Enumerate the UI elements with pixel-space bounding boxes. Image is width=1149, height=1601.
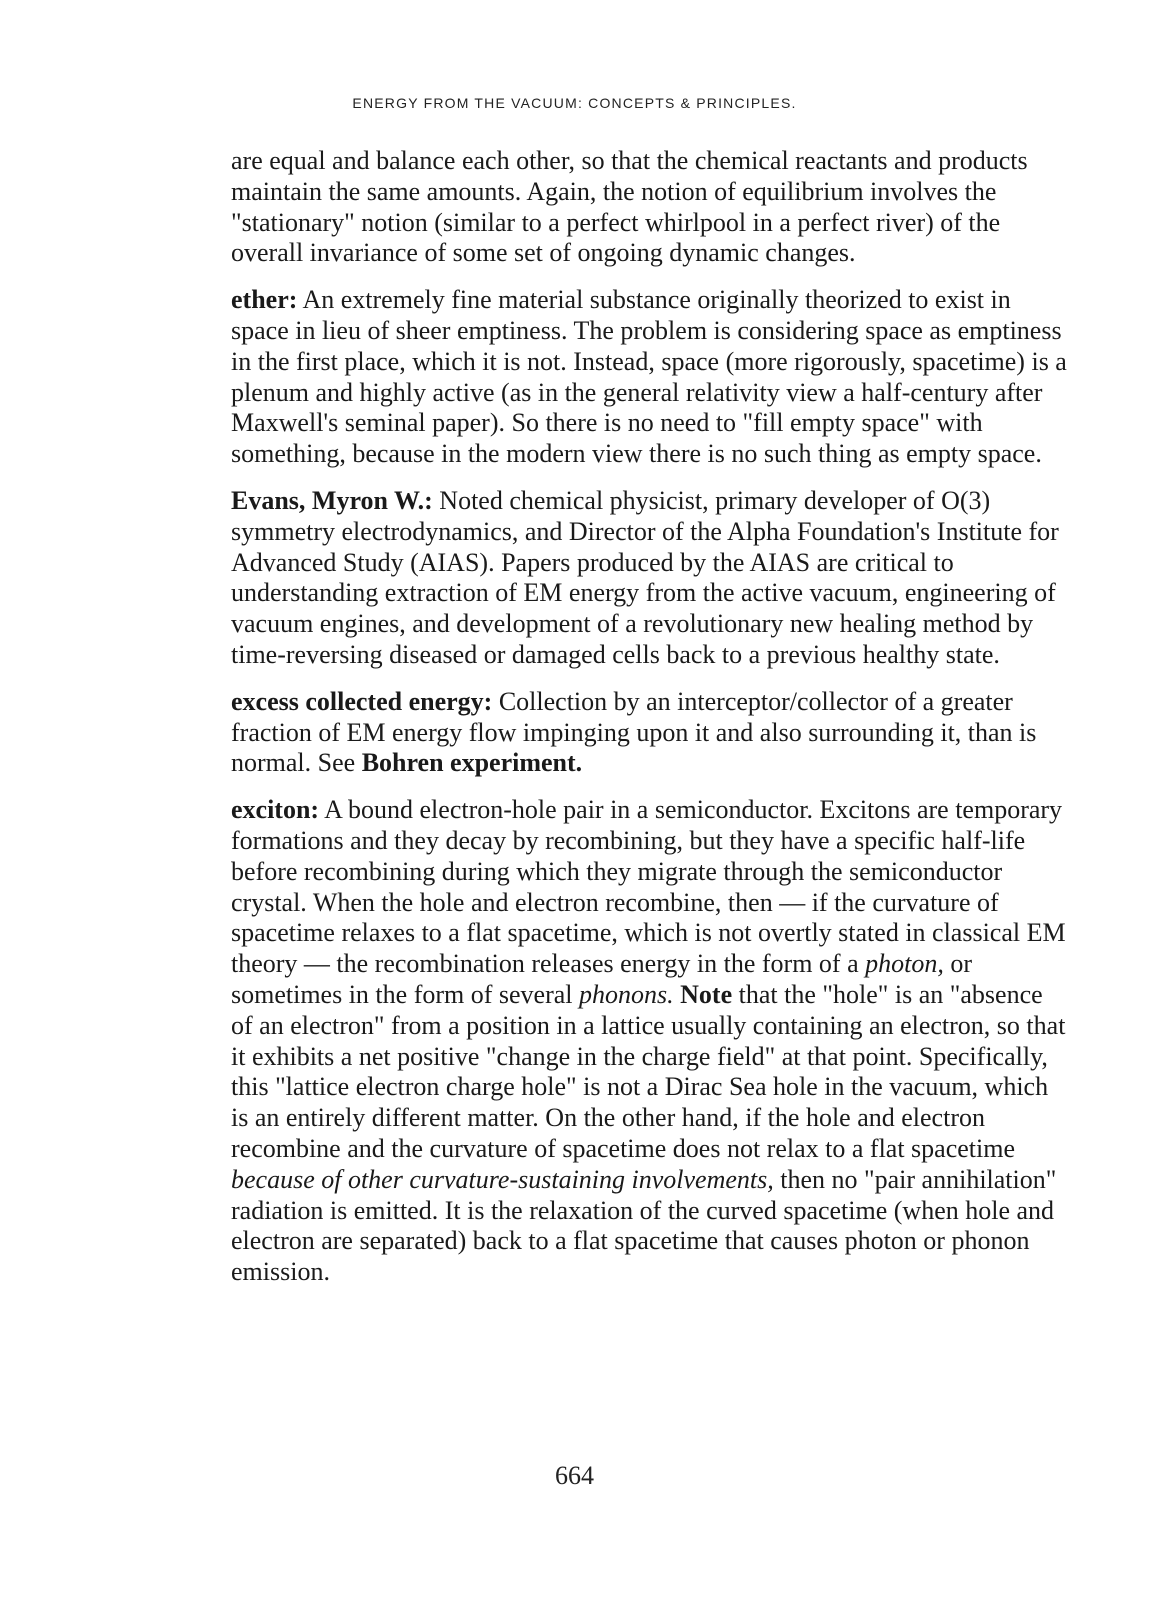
entry-definition: Noted chemical physicist, primary developer of O(3) symmetry electrodynamics, and Director of the Alpha Foundation's Institute for Advanced Study (AIAS). Papers produced by the AIAS are critical to understanding extraction of EM energy from the active vacuum, engineering of vacuum engines, and development of a revolutionary new healing method by time-reversing diseased or damaged cells back to a previous healthy state. <box>231 485 1059 669</box>
emphasis-phonons: phonons. <box>579 979 674 1009</box>
glossary-entry-excess-collected-energy <box>231 687 1067 779</box>
glossary-entry-evans <box>231 486 1067 671</box>
emphasis-photon: photon, <box>865 949 944 979</box>
see-also-reference: Bohren experiment. <box>361 748 583 778</box>
page-number: 664 <box>555 1461 594 1490</box>
entry-term: exciton: <box>231 795 320 825</box>
glossary-entry-ether <box>231 285 1067 470</box>
emphasis-phrase: because of other curvature-sustaining involvements, <box>231 1164 774 1194</box>
running-header: ENERGY FROM THE VACUUM: CONCEPTS & PRINCIPLES. <box>352 95 797 111</box>
note-label: Note <box>680 979 733 1009</box>
entry-definition: An extremely fine material substance originally theorized to exist in space in lieu of sheer emptiness. The problem is considering space as emptiness in the first place, which it is not. Instead, space (more rigorously, spacetime) is a plenum and highly active (as in the general relativity view a half-century after Maxwell's seminal paper). So there is no need to "fill empty space" with something, because in the modern view there is no such thing as empty space. <box>231 285 1067 469</box>
entry-term: excess collected energy: <box>231 686 493 716</box>
glossary-entry-exciton <box>231 795 1067 1288</box>
body-text <box>231 146 1067 1304</box>
entry-definition-part: A bound electron-hole pair in a semiconductor. Excitons are temporary formations and they decay by recombining, but they have a specific half-life before recombining during which they migrate through the semiconductor crystal. When the hole and electron recombine, then — if the curvature of spacetime relaxes to a flat spacetime, which is not overtly stated in classical EM theory — the recombination releases energy in the form of a <box>231 795 1066 979</box>
entry-definition: Collection by an interceptor/collector of a greater fraction of EM energy flow impinging upon it and also surrounding it, than is normal. See <box>231 686 1037 778</box>
entry-definition-part: then no "pair annihilation" radiation is emitted. It is the relaxation of the curved spacetime (when hole and electron are separated) back to a flat spacetime that causes photon or phonon emission. <box>231 1164 1057 1287</box>
entry-definition-part: that the "hole" is an "absence of an electron" from a position in a lattice usually containing an electron, so that it exhibits a net positive "change in the charge field" at that point. Specifically, this "lattice electron charge hole" is not a Dirac Sea hole in the vacuum, which is an entirely different matter. On the other hand, if the hole and electron recombine and the curvature of spacetime does not relax to a flat spacetime <box>231 979 1066 1163</box>
entry-term: ether: <box>231 285 298 315</box>
entry-definition-part: or sometimes in the form of several <box>231 949 973 1009</box>
entry-term: Evans, Myron W.: <box>231 485 433 515</box>
continuation-paragraph: are equal and balance each other, so that the chemical reactants and products maintain the same amounts. Again, the notion of equilibrium involves the "stationary" notion (similar to a perfect whirlpool in a perfect river) of the overall invariance of some set of ongoing dynamic changes. <box>231 146 1028 268</box>
